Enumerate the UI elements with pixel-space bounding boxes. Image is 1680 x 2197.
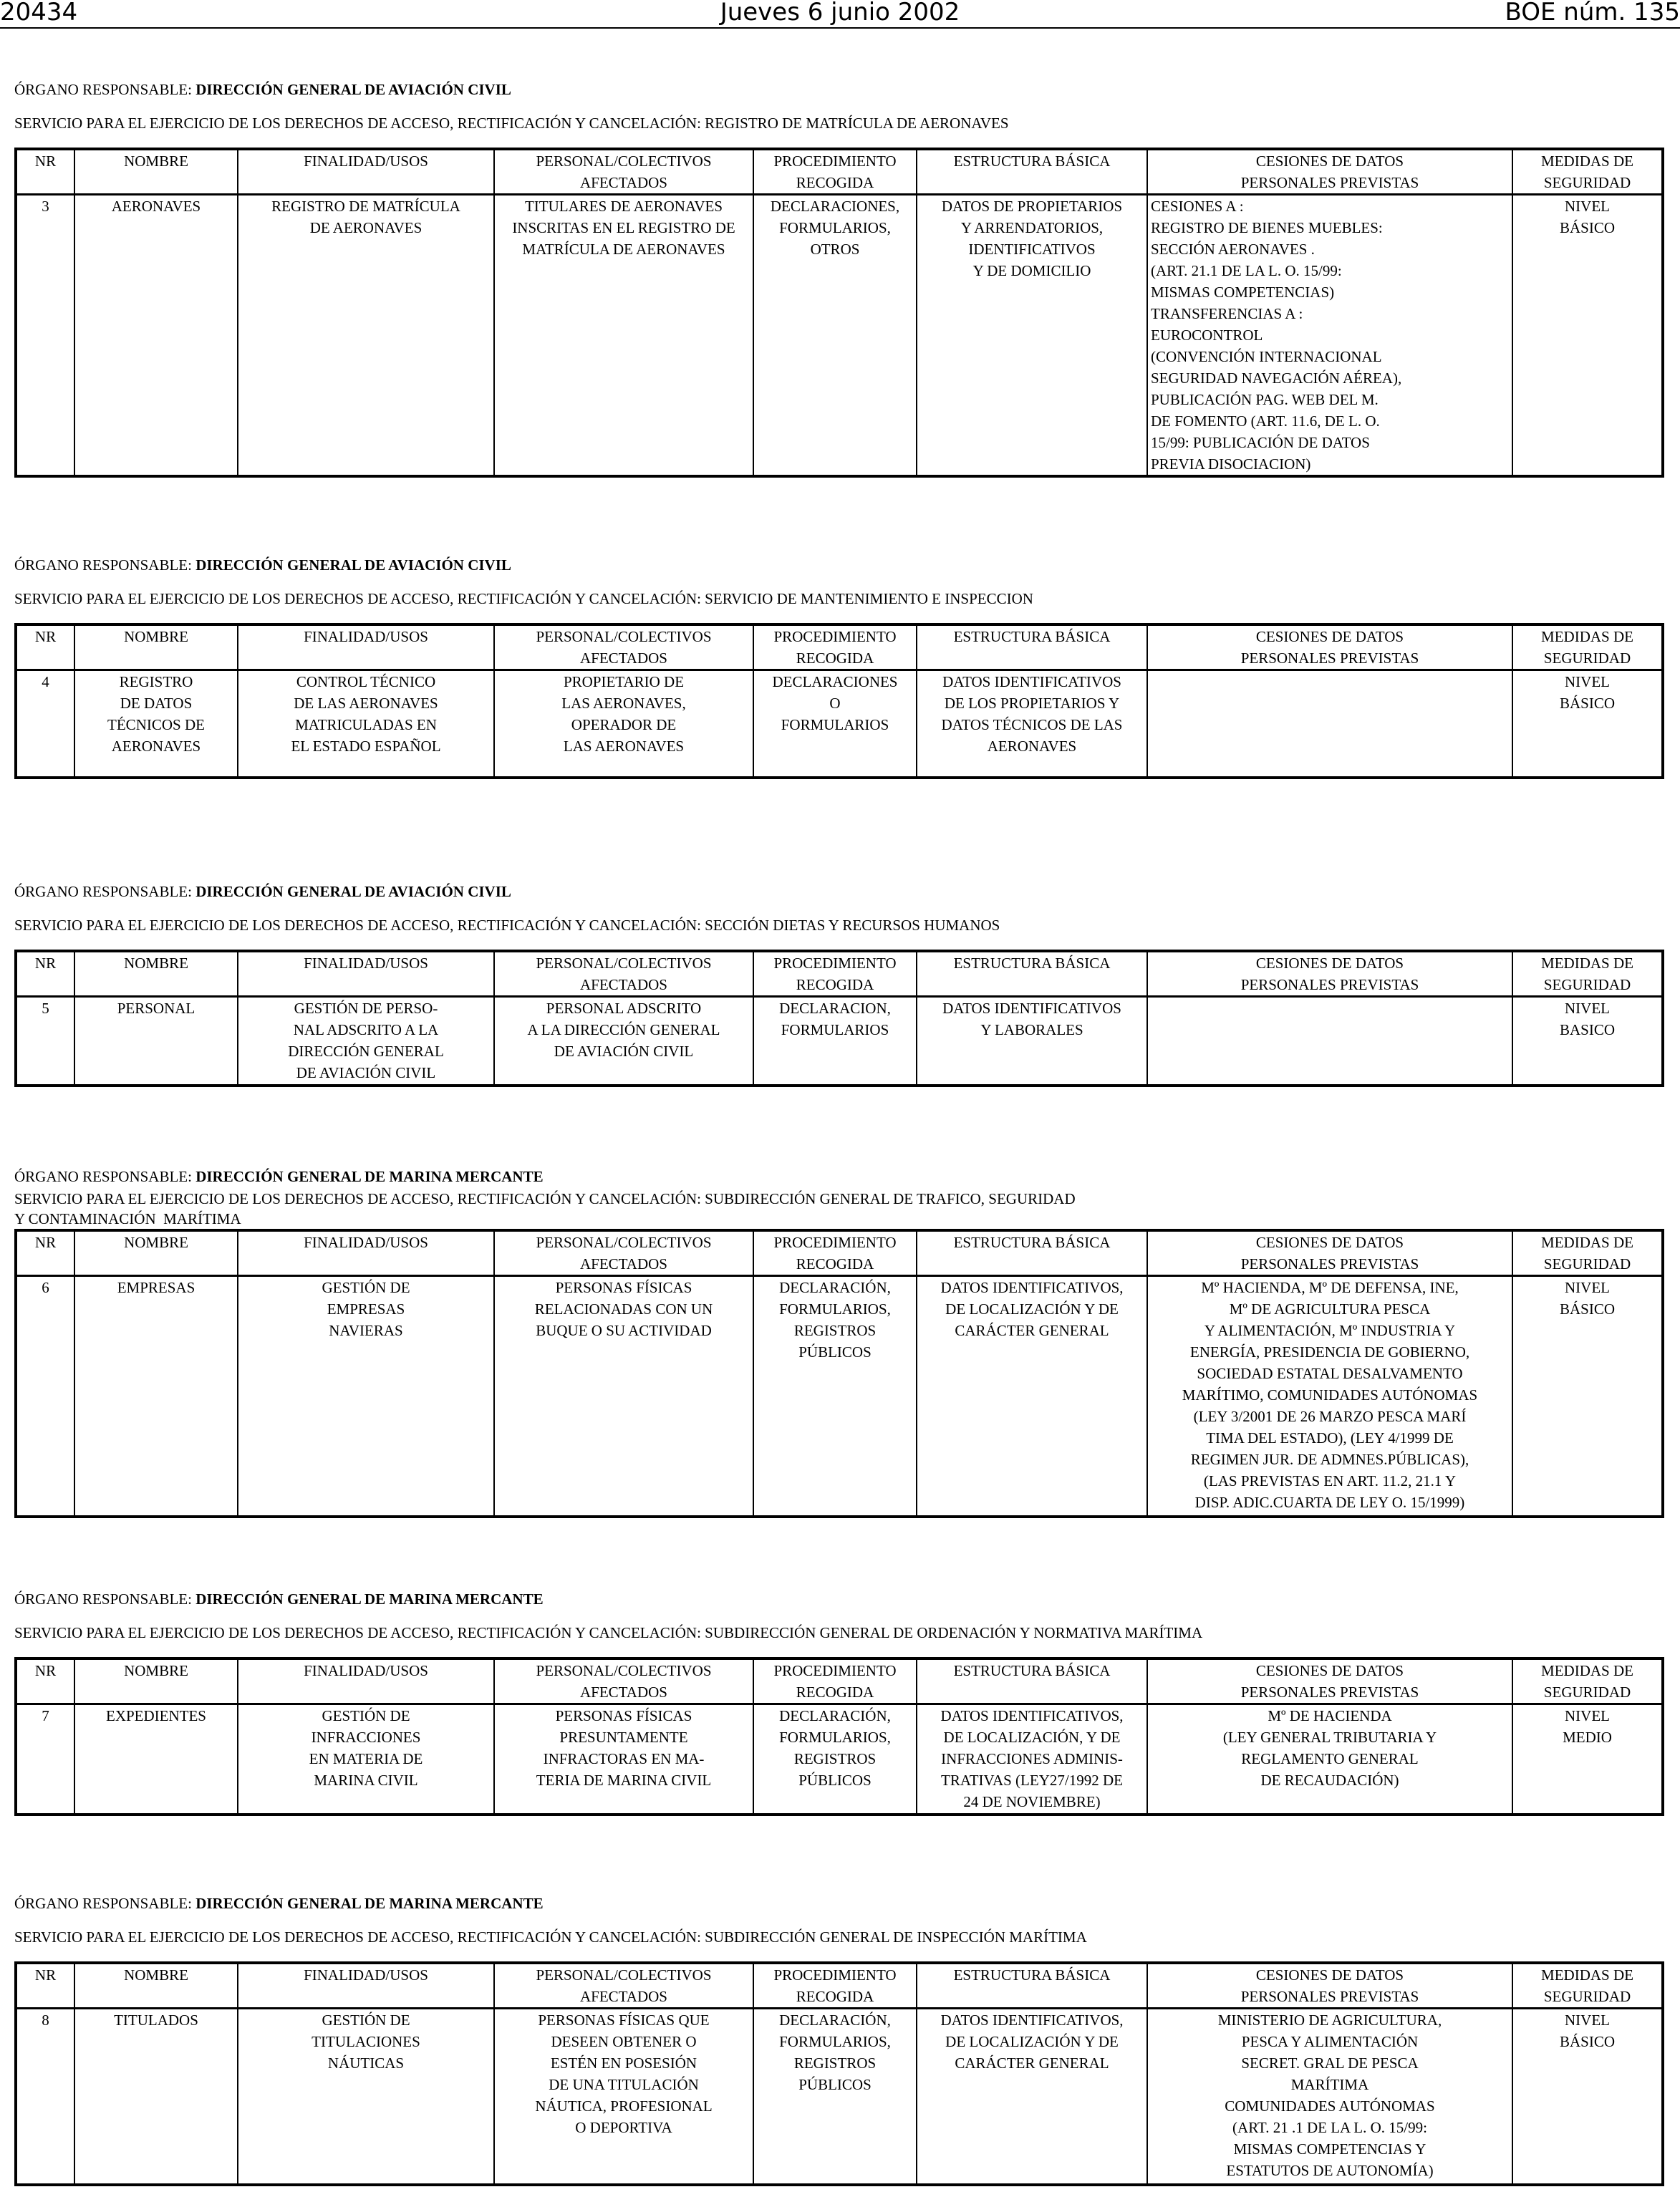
cell-finalidad: CONTROL TÉCNICO DE LAS AERONAVES MATRICULADAS EN EL ESTADO ESPAÑOL [238, 670, 494, 778]
col-header: PERSONAL/COLECTIVOS AFECTADOS [494, 624, 753, 670]
col-header: FINALIDAD/USOS [238, 1658, 494, 1704]
col-header: NR [16, 1230, 74, 1276]
servicio-line: SERVICIO PARA EL EJERCICIO DE LOS DERECHOS DE ACCESO, RECTIFICACIÓN Y CANCELACIÓN: SERVICIO DE MANTENIMIENTO E INSPECCION [14, 590, 1033, 607]
file-block [14, 556, 1661, 779]
organo-responsable [14, 80, 1661, 99]
cell-estructura: DATOS IDENTIFICATIVOS, DE LOCALIZACIÓN Y DE CARÁCTER GENERAL [917, 1276, 1147, 1517]
col-header: CESIONES DE DATOS PERSONALES PREVISTAS [1147, 624, 1512, 670]
cell-personal: PERSONAL ADSCRITO A LA DIRECCIÓN GENERAL DE AVIACIÓN CIVIL [494, 997, 753, 1086]
col-header: FINALIDAD/USOS [238, 149, 494, 195]
data-table [14, 950, 1664, 1087]
cell-medidas: NIVEL BÁSICO [1512, 1276, 1663, 1517]
cell-personal: PERSONAS FÍSICAS QUE DESEEN OBTENER O ESTÉN EN POSESIÓN DE UNA TITULACIÓN NÁUTICA, PROFESIONAL O DEPORTIVA [494, 2009, 753, 2185]
col-header: ESTRUCTURA BÁSICA [917, 1658, 1147, 1704]
cell-personal: PROPIETARIO DE LAS AERONAVES, OPERADOR DE LAS AERONAVES [494, 670, 753, 778]
col-header: CESIONES DE DATOS PERSONALES PREVISTAS [1147, 149, 1512, 195]
cell-nr: 8 [16, 2009, 74, 2185]
table-row [16, 195, 1663, 477]
cell-finalidad: GESTIÓN DE PERSO- NAL ADSCRITO A LA DIRECCIÓN GENERAL DE AVIACIÓN CIVIL [238, 997, 494, 1086]
organo-responsable [14, 1590, 1661, 1608]
col-header: MEDIDAS DE SEGURIDAD [1512, 1230, 1663, 1276]
organo-responsable [14, 882, 1661, 901]
cell-nombre: AERONAVES [74, 195, 238, 477]
table-row [16, 2009, 1663, 2185]
col-header: PROCEDIMIENTO RECOGIDA [753, 951, 917, 997]
col-header: ESTRUCTURA BÁSICA [917, 1230, 1147, 1276]
col-header: PROCEDIMIENTO RECOGIDA [753, 1230, 917, 1276]
table-row [16, 1276, 1663, 1517]
cell-nombre: EXPEDIENTES [74, 1704, 238, 1815]
cell-cesiones [1147, 997, 1512, 1086]
organo-label: ÓRGANO RESPONSABLE: [14, 81, 196, 98]
publication-date: Jueves 6 junio 2002 [720, 0, 960, 26]
cell-procedimiento: DECLARACION, FORMULARIOS [753, 997, 917, 1086]
servicio-line: SERVICIO PARA EL EJERCICIO DE LOS DERECHOS DE ACCESO, RECTIFICACIÓN Y CANCELACIÓN: SUBDIRECCIÓN GENERAL DE INSPECCIÓN MARÍTIMA [14, 1928, 1087, 1946]
cell-medidas: NIVEL MEDIO [1512, 1704, 1663, 1815]
cell-nombre: EMPRESAS [74, 1276, 238, 1517]
table-header-row [16, 624, 1663, 670]
cell-nombre: TITULADOS [74, 2009, 238, 2185]
cell-nr: 3 [16, 195, 74, 477]
file-block [14, 80, 1661, 478]
page-header [0, 0, 1680, 29]
cell-estructura: DATOS IDENTIFICATIVOS, DE LOCALIZACIÓN Y DE CARÁCTER GENERAL [917, 2009, 1147, 2185]
table-header-row [16, 149, 1663, 195]
col-header: ESTRUCTURA BÁSICA [917, 624, 1147, 670]
col-header: PERSONAL/COLECTIVOS AFECTADOS [494, 149, 753, 195]
cell-estructura: DATOS DE PROPIETARIOS Y ARRENDATORIOS, IDENTIFICATIVOS Y DE DOMICILIO [917, 195, 1147, 477]
page-number: 20434 [0, 0, 78, 26]
col-header: NOMBRE [74, 1230, 238, 1276]
file-block [14, 1167, 1661, 1518]
cell-nombre: PERSONAL [74, 997, 238, 1086]
table-header-row [16, 1963, 1663, 2009]
cell-nr: 5 [16, 997, 74, 1086]
col-header: NR [16, 149, 74, 195]
cell-estructura: DATOS IDENTIFICATIVOS, DE LOCALIZACIÓN, Y DE INFRACCIONES ADMINIS- TRATIVAS (LEY27/1992 DE 24 DE NOVIEMBRE) [917, 1704, 1147, 1815]
data-table [14, 623, 1664, 779]
col-header: NOMBRE [74, 1658, 238, 1704]
cell-nr: 7 [16, 1704, 74, 1815]
organo-responsable [14, 1894, 1661, 1913]
cell-cesiones: Mº HACIENDA, Mº DE DEFENSA, INE, Mº DE AGRICULTURA PESCA Y ALIMENTACIÓN, Mº INDUSTRIA Y ENERGÍA, PRESIDENCIA DE GOBIERNO, SOCIEDAD ESTATAL DESALVAMENTO MARÍTIMO, COMUNIDADES AUTÓNOMAS (LEY 3/2001 DE 26 MARZO PESCA MARÍ TIMA DEL ESTADO), (LEY 4/1999 DE REGIMEN JUR. DE ADMNES.PÚBLICAS), (LAS PREVISTAS EN ART. 11.2, 21.1 Y DISP. ADIC.CUARTA DE LEY O. 15/1999) [1147, 1276, 1512, 1517]
cell-cesiones: Mº DE HACIENDA (LEY GENERAL TRIBUTARIA Y REGLAMENTO GENERAL DE RECAUDACIÓN) [1147, 1704, 1512, 1815]
col-header: FINALIDAD/USOS [238, 1963, 494, 2009]
cell-finalidad: REGISTRO DE MATRÍCULA DE AERONAVES [238, 195, 494, 477]
col-header: NR [16, 951, 74, 997]
organo-label: ÓRGANO RESPONSABLE: [14, 883, 196, 900]
data-table [14, 1657, 1664, 1816]
col-header: ESTRUCTURA BÁSICA [917, 1963, 1147, 2009]
data-table [14, 1961, 1664, 2186]
col-header: CESIONES DE DATOS PERSONALES PREVISTAS [1147, 1658, 1512, 1704]
table-header-row [16, 1230, 1663, 1276]
col-header: PERSONAL/COLECTIVOS AFECTADOS [494, 951, 753, 997]
file-block [14, 1894, 1661, 2186]
cell-nr: 4 [16, 670, 74, 778]
cell-finalidad: GESTIÓN DE INFRACCIONES EN MATERIA DE MARINA CIVIL [238, 1704, 494, 1815]
col-header: FINALIDAD/USOS [238, 624, 494, 670]
cell-cesiones: MINISTERIO DE AGRICULTURA, PESCA Y ALIMENTACIÓN SECRET. GRAL DE PESCA MARÍTIMA COMUNIDADES AUTÓNOMAS (ART. 21 .1 DE LA L. O. 15/99: MISMAS COMPETENCIAS Y ESTATUTOS DE AUTONOMÍA) [1147, 2009, 1512, 2185]
col-header: NOMBRE [74, 951, 238, 997]
data-table [14, 1229, 1664, 1518]
cell-procedimiento: DECLARACIONES O FORMULARIOS [753, 670, 917, 778]
servicio-line: SERVICIO PARA EL EJERCICIO DE LOS DERECHOS DE ACCESO, RECTIFICACIÓN Y CANCELACIÓN: SUBDIRECCIÓN GENERAL DE TRAFICO, SEGURIDAD Y CONTAMINACIÓN MARÍTIMA [14, 1190, 1076, 1227]
cell-nombre: REGISTRO DE DATOS TÉCNICOS DE AERONAVES [74, 670, 238, 778]
col-header: MEDIDAS DE SEGURIDAD [1512, 149, 1663, 195]
cell-personal: PERSONAS FÍSICAS RELACIONADAS CON UN BUQUE O SU ACTIVIDAD [494, 1276, 753, 1517]
servicio-line: SERVICIO PARA EL EJERCICIO DE LOS DERECHOS DE ACCESO, RECTIFICACIÓN Y CANCELACIÓN: SUBDIRECCIÓN GENERAL DE ORDENACIÓN Y NORMATIVA MARÍTIMA [14, 1624, 1203, 1641]
cell-medidas: NIVEL BASICO [1512, 997, 1663, 1086]
file-block [14, 882, 1661, 1087]
col-header: NOMBRE [74, 149, 238, 195]
organo-responsable [14, 1167, 1661, 1186]
col-header: MEDIDAS DE SEGURIDAD [1512, 1963, 1663, 2009]
col-header: PROCEDIMIENTO RECOGIDA [753, 149, 917, 195]
cell-personal: PERSONAS FÍSICAS PRESUNTAMENTE INFRACTORAS EN MA- TERIA DE MARINA CIVIL [494, 1704, 753, 1815]
cell-procedimiento: DECLARACIÓN, FORMULARIOS, REGISTROS PÚBLICOS [753, 1704, 917, 1815]
organo-label: ÓRGANO RESPONSABLE: [14, 1168, 196, 1185]
cell-estructura: DATOS IDENTIFICATIVOS DE LOS PROPIETARIOS Y DATOS TÉCNICOS DE LAS AERONAVES [917, 670, 1147, 778]
cell-medidas: NIVEL BÁSICO [1512, 195, 1663, 477]
journal-issue: BOE núm. 135 [1505, 0, 1680, 26]
cell-procedimiento: DECLARACIONES, FORMULARIOS, OTROS [753, 195, 917, 477]
cell-medidas: NIVEL BÁSICO [1512, 670, 1663, 778]
cell-procedimiento: DECLARACIÓN, FORMULARIOS, REGISTROS PÚBLICOS [753, 1276, 917, 1517]
cell-procedimiento: DECLARACIÓN, FORMULARIOS, REGISTROS PÚBLICOS [753, 2009, 917, 2185]
col-header: CESIONES DE DATOS PERSONALES PREVISTAS [1147, 1963, 1512, 2009]
table-row [16, 670, 1663, 778]
col-header: PROCEDIMIENTO RECOGIDA [753, 624, 917, 670]
organo-name: DIRECCIÓN GENERAL DE AVIACIÓN CIVIL [195, 883, 511, 900]
col-header: CESIONES DE DATOS PERSONALES PREVISTAS [1147, 951, 1512, 997]
table-row [16, 1704, 1663, 1815]
col-header: ESTRUCTURA BÁSICA [917, 149, 1147, 195]
cell-cesiones: CESIONES A : REGISTRO DE BIENES MUEBLES: SECCIÓN AERONAVES . (ART. 21.1 DE LA L. O. 15/99: MISMAS COMPETENCIAS) TRANSFERENCIAS A : EUROCONTROL (CONVENCIÓN INTERNACIONAL SEGURIDAD NAVEGACIÓN AÉREA), PUBLICACIÓN PAG. WEB DEL M. DE FOMENTO (ART. 11.6, DE L. O. 15/99: PUBLICACIÓN DE DATOS PREVIA DISOCIACION) [1147, 195, 1512, 477]
cell-nr: 6 [16, 1276, 74, 1517]
col-header: PROCEDIMIENTO RECOGIDA [753, 1658, 917, 1704]
col-header: NR [16, 624, 74, 670]
col-header: PROCEDIMIENTO RECOGIDA [753, 1963, 917, 2009]
servicio-line: SERVICIO PARA EL EJERCICIO DE LOS DERECHOS DE ACCESO, RECTIFICACIÓN Y CANCELACIÓN: REGISTRO DE MATRÍCULA DE AERONAVES [14, 115, 1009, 132]
col-header: ESTRUCTURA BÁSICA [917, 951, 1147, 997]
col-header: MEDIDAS DE SEGURIDAD [1512, 951, 1663, 997]
organo-label: ÓRGANO RESPONSABLE: [14, 1590, 196, 1608]
cell-finalidad: GESTIÓN DE TITULACIONES NÁUTICAS [238, 2009, 494, 2185]
cell-personal: TITULARES DE AERONAVES INSCRITAS EN EL REGISTRO DE MATRÍCULA DE AERONAVES [494, 195, 753, 477]
col-header: MEDIDAS DE SEGURIDAD [1512, 1658, 1663, 1704]
organo-name: DIRECCIÓN GENERAL DE AVIACIÓN CIVIL [195, 556, 511, 574]
col-header: NOMBRE [74, 624, 238, 670]
organo-name: DIRECCIÓN GENERAL DE MARINA MERCANTE [195, 1590, 544, 1608]
organo-name: DIRECCIÓN GENERAL DE MARINA MERCANTE [195, 1895, 544, 1912]
file-block [14, 1590, 1661, 1816]
col-header: NR [16, 1963, 74, 2009]
organo-label: ÓRGANO RESPONSABLE: [14, 1895, 196, 1912]
col-header: PERSONAL/COLECTIVOS AFECTADOS [494, 1230, 753, 1276]
cell-estructura: DATOS IDENTIFICATIVOS Y LABORALES [917, 997, 1147, 1086]
col-header: NR [16, 1658, 74, 1704]
servicio-line: SERVICIO PARA EL EJERCICIO DE LOS DERECHOS DE ACCESO, RECTIFICACIÓN Y CANCELACIÓN: SECCIÓN DIETAS Y RECURSOS HUMANOS [14, 917, 1000, 934]
organo-label: ÓRGANO RESPONSABLE: [14, 556, 196, 574]
table-header-row [16, 1658, 1663, 1704]
col-header: MEDIDAS DE SEGURIDAD [1512, 624, 1663, 670]
col-header: NOMBRE [74, 1963, 238, 2009]
col-header: PERSONAL/COLECTIVOS AFECTADOS [494, 1963, 753, 2009]
organo-responsable [14, 556, 1661, 574]
cell-medidas: NIVEL BÁSICO [1512, 2009, 1663, 2185]
col-header: FINALIDAD/USOS [238, 1230, 494, 1276]
cell-cesiones [1147, 670, 1512, 778]
table-header-row [16, 951, 1663, 997]
organo-name: DIRECCIÓN GENERAL DE AVIACIÓN CIVIL [195, 81, 511, 98]
col-header: FINALIDAD/USOS [238, 951, 494, 997]
col-header: PERSONAL/COLECTIVOS AFECTADOS [494, 1658, 753, 1704]
col-header: CESIONES DE DATOS PERSONALES PREVISTAS [1147, 1230, 1512, 1276]
organo-name: DIRECCIÓN GENERAL DE MARINA MERCANTE [195, 1168, 544, 1185]
table-row [16, 997, 1663, 1086]
data-table [14, 148, 1664, 478]
cell-finalidad: GESTIÓN DE EMPRESAS NAVIERAS [238, 1276, 494, 1517]
